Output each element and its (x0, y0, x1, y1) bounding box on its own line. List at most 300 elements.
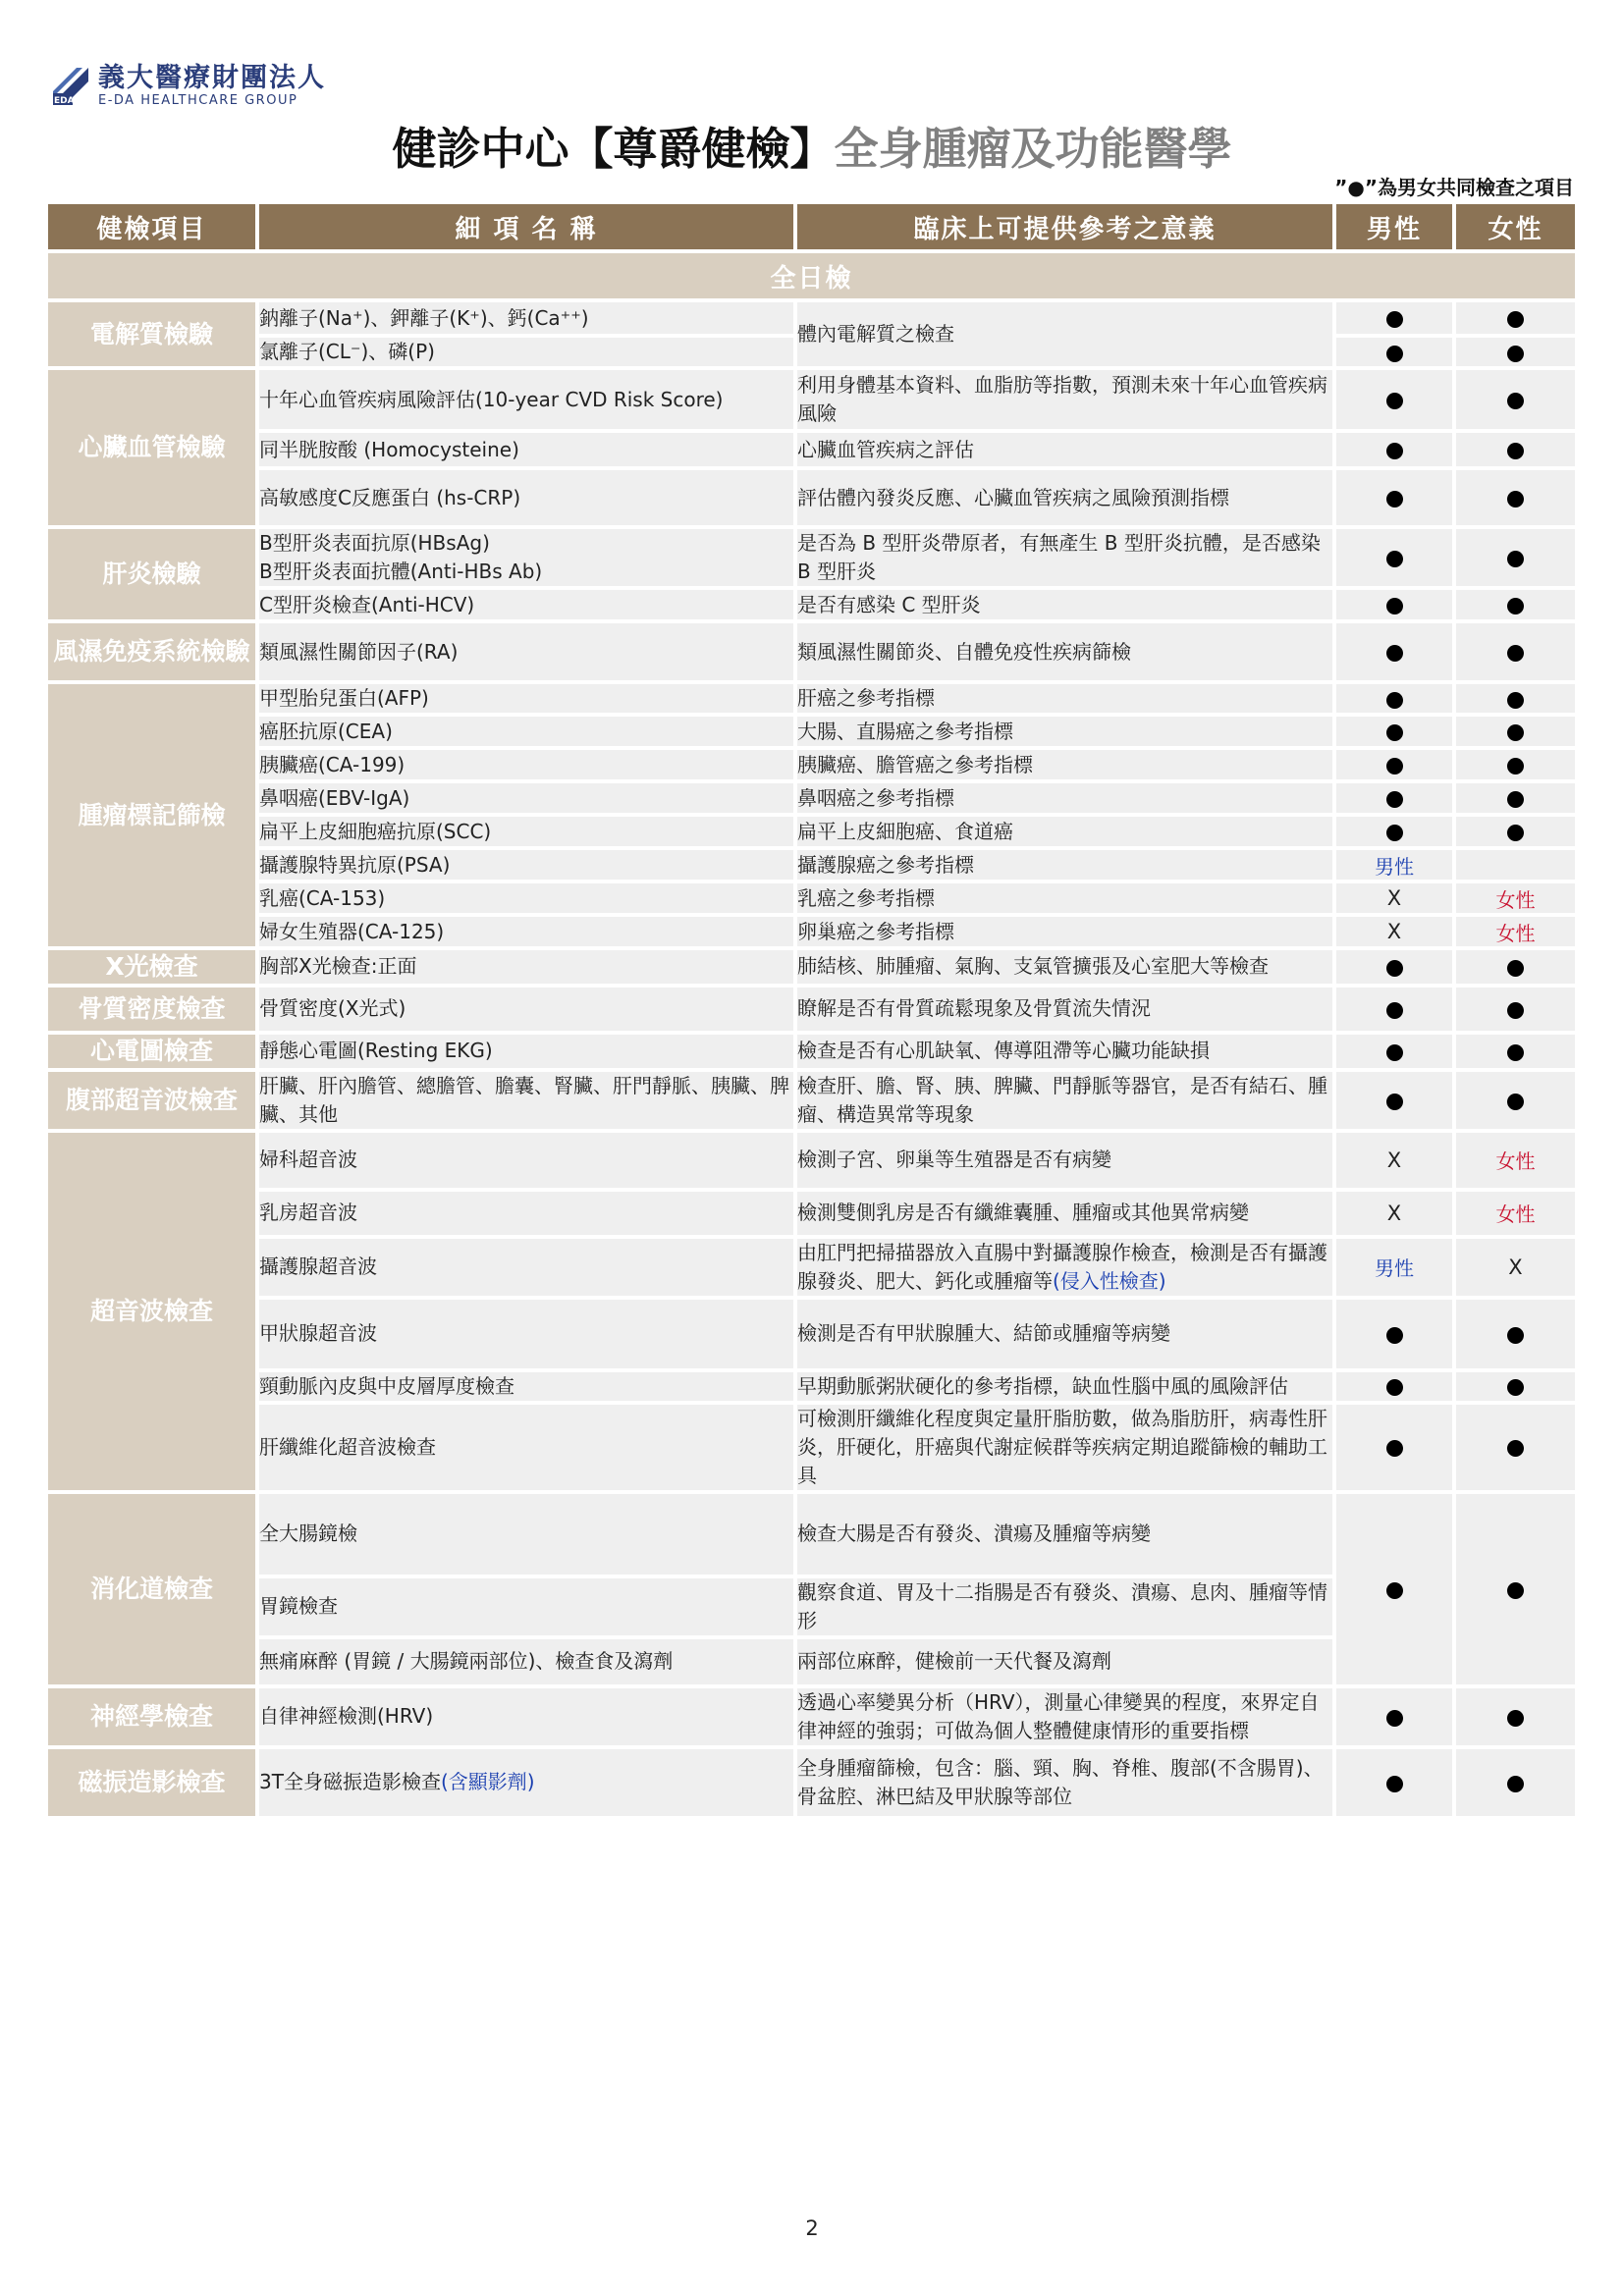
female-mark-cell (1456, 433, 1575, 466)
meaning-text: 扁平上皮細胞癌、食道癌 (797, 819, 1013, 843)
bullet-dot-icon (1507, 1776, 1524, 1792)
meaning-cell (797, 623, 1332, 680)
table-row (48, 529, 1575, 586)
bullet-dot-icon (1507, 551, 1524, 567)
bullet-dot-icon (1507, 1379, 1524, 1396)
meaning-cell (797, 750, 1332, 779)
category-cell: 超音波檢查 (48, 1133, 255, 1490)
category-cell: 風濕免疫系統檢驗 (48, 623, 255, 680)
bullet-dot-icon (1507, 393, 1524, 409)
female-mark-cell (1456, 1688, 1575, 1745)
not-applicable-mark: X (1386, 1148, 1402, 1172)
bullet-dot-icon (1507, 692, 1524, 709)
bullet-dot-icon (1386, 1710, 1403, 1727)
table-row (48, 623, 1575, 680)
meaning-cell (797, 1239, 1332, 1296)
meaning-cell (797, 1494, 1332, 1575)
bullet-dot-icon (1507, 1710, 1524, 1727)
meaning-cell (797, 988, 1332, 1031)
item-note: (含顯影劑) (440, 1770, 535, 1793)
female-mark-cell (1456, 1133, 1575, 1188)
bullet-dot-icon (1507, 598, 1524, 614)
col-header-female: 女性 (1456, 204, 1575, 249)
meaning-cell (797, 1300, 1332, 1368)
item-cell (259, 883, 793, 913)
section-title: 全日檢 (48, 253, 1575, 298)
meaning-cell (797, 850, 1332, 880)
item-name: 癌胚抗原(CEA) (259, 719, 393, 743)
bullet-dot-icon (1386, 692, 1403, 709)
table-row (48, 1494, 1575, 1575)
item-cell (259, 338, 793, 366)
table-row (48, 988, 1575, 1031)
checkup-table (44, 200, 1579, 1820)
item-cell (259, 529, 793, 586)
item-name: 高敏感度C反應蛋白 (hs-CRP) (259, 485, 521, 509)
meaning-text: 卵巢癌之參考指標 (797, 919, 954, 943)
col-header-item: 細 項 名 稱 (259, 204, 793, 249)
bullet-dot-icon (1507, 491, 1524, 507)
bullet-dot-icon (1386, 491, 1403, 507)
item-name: 頸動脈內皮與中皮層厚度檢查 (259, 1373, 514, 1398)
female-only-label: 女性 (1495, 887, 1536, 912)
category-cell: 消化道檢查 (48, 1494, 255, 1684)
item-name: 自律神經檢測(HRV) (259, 1704, 434, 1728)
bullet-dot-icon (1507, 1327, 1524, 1344)
meaning-cell (797, 1688, 1332, 1745)
male-mark-cell (1336, 783, 1452, 813)
bullet-dot-icon (1386, 825, 1403, 841)
eda-logo-icon (49, 64, 92, 107)
item-name: 鼻咽癌(EBV-IgA) (259, 785, 410, 810)
table-row (48, 1192, 1575, 1235)
meaning-text: 觀察食道、胃及十二指腸是否有發炎、潰瘍、息肉、腫瘤等情形 (797, 1579, 1327, 1632)
bullet-dot-icon (1386, 1379, 1403, 1396)
male-only-label: 男性 (1375, 1256, 1414, 1280)
item-cell (259, 850, 793, 880)
meaning-text: 攝護腺癌之參考指標 (797, 852, 974, 877)
category-cell: 腹部超音波檢查 (48, 1072, 255, 1129)
meaning-text: 兩部位麻醉，健檢前一天代餐及瀉劑 (797, 1649, 1111, 1673)
bullet-dot-icon (1386, 960, 1403, 977)
male-mark-cell (1336, 1035, 1452, 1068)
female-mark-cell (1456, 1300, 1575, 1368)
bullet-dot-icon (1386, 1440, 1403, 1457)
item-cell (259, 470, 793, 525)
category-cell: 心臟血管檢驗 (48, 370, 255, 525)
male-mark-cell (1336, 1239, 1452, 1296)
meaning-cell (797, 470, 1332, 525)
female-only-label: 女性 (1495, 921, 1536, 945)
item-cell (259, 988, 793, 1031)
item-cell (259, 1035, 793, 1068)
female-mark-cell (1456, 917, 1575, 946)
bullet-dot-icon (1386, 393, 1403, 409)
category-cell: X光檢查 (48, 950, 255, 984)
item-name: 氯離子(CL⁻)、磷(P) (259, 340, 435, 363)
table-row (48, 883, 1575, 913)
meaning-note: (侵入性檢查) (1053, 1268, 1166, 1293)
female-mark-cell (1456, 1192, 1575, 1235)
item-name: 鈉離子(Na⁺)、鉀離子(K⁺)、鈣(Ca⁺⁺) (259, 305, 589, 330)
bullet-dot-icon (1386, 311, 1403, 328)
male-mark-cell (1336, 338, 1452, 366)
item-name: 肝纖維化超音波檢查 (259, 1434, 436, 1459)
item-name: 3T全身磁振造影檢查 (259, 1770, 441, 1793)
item-cell (259, 750, 793, 779)
table-row (48, 783, 1575, 813)
table-row (48, 717, 1575, 746)
female-mark-cell (1456, 717, 1575, 746)
female-mark-cell (1456, 1239, 1575, 1296)
meaning-text: 肺結核、肺腫瘤、氣胸、支氣管擴張及心室肥大等檢查 (797, 954, 1269, 979)
bullet-dot-icon (1386, 598, 1403, 614)
item-name: 肝臟、肝內膽管、總膽管、膽囊、腎臟、肝門靜脈、胰臟、脾臟、其他 (259, 1073, 789, 1126)
female-mark-cell (1456, 370, 1575, 429)
male-mark-cell (1336, 623, 1452, 680)
meaning-text: 檢查肝、膽、腎、胰、脾臟、門靜脈等器官，是否有結石、腫瘤、構造異常等現象 (797, 1073, 1327, 1126)
item-cell (259, 1133, 793, 1188)
item-cell (259, 1405, 793, 1490)
table-body (48, 302, 1575, 1816)
item-cell (259, 590, 793, 619)
item-cell (259, 1192, 793, 1235)
male-mark-cell (1336, 1300, 1452, 1368)
male-mark-cell (1336, 1133, 1452, 1188)
bullet-dot-icon (1507, 1094, 1524, 1110)
female-mark-cell (1456, 1494, 1575, 1684)
bullet-dot-icon (1507, 346, 1524, 362)
item-cell (259, 684, 793, 713)
col-header-category: 健檢項目 (48, 204, 255, 249)
title-main: 健診中心【尊爵健檢】 (392, 123, 835, 175)
meaning-cell (797, 529, 1332, 586)
bullet-dot-icon (1386, 758, 1403, 774)
female-mark-cell (1456, 1372, 1575, 1401)
meaning-text: 體內電解質之檢查 (797, 322, 954, 346)
meaning-text: 乳癌之參考指標 (797, 885, 935, 910)
item-name: 同半胱胺酸 (Homocysteine) (259, 437, 519, 461)
meaning-cell (797, 433, 1332, 466)
item-name: 胃鏡檢查 (259, 1594, 338, 1618)
meaning-text: 評估體內發炎反應、心臟血管疾病之風險預測指標 (797, 485, 1229, 509)
meaning-text: 大腸、直腸癌之參考指標 (797, 719, 1013, 743)
female-mark-cell (1456, 1072, 1575, 1129)
male-mark-cell (1336, 1372, 1452, 1401)
table-row (48, 590, 1575, 619)
item-name: 胸部X光檢查:正面 (259, 954, 417, 979)
male-mark-cell (1336, 370, 1452, 429)
meaning-cell (797, 817, 1332, 846)
item-cell (259, 1749, 793, 1816)
meaning-cell (797, 1072, 1332, 1129)
table-row (48, 917, 1575, 946)
item-cell (259, 950, 793, 984)
item-cell (259, 370, 793, 429)
item-name: 甲型胎兒蛋白(AFP) (259, 686, 429, 710)
item-name: 乳癌(CA-153) (259, 885, 386, 910)
bullet-dot-icon (1507, 960, 1524, 977)
category-cell: 電解質檢驗 (48, 302, 255, 366)
meaning-text: 類風濕性關節炎、自體免疫性疾病篩檢 (797, 639, 1131, 664)
male-mark-cell (1336, 750, 1452, 779)
male-mark-cell (1336, 717, 1452, 746)
svg-text:EDA: EDA (54, 96, 75, 106)
item-cell (259, 1494, 793, 1575)
item-name: C型肝炎檢查(Anti-HCV) (259, 592, 475, 616)
table-row (48, 1749, 1575, 1816)
not-applicable-mark: X (1386, 920, 1402, 943)
bullet-dot-icon (1507, 1440, 1524, 1457)
section-row (48, 253, 1575, 298)
meaning-cell (797, 1035, 1332, 1068)
table-row (48, 1133, 1575, 1188)
bullet-dot-icon (1507, 645, 1524, 662)
bullet-dot-icon (1386, 724, 1403, 741)
bullet-dot-icon (1386, 1327, 1403, 1344)
table-row (48, 817, 1575, 846)
bullet-dot-icon (1386, 1094, 1403, 1110)
meaning-text: 胰臟癌、膽管癌之參考指標 (797, 752, 1033, 776)
meaning-text: 檢查是否有心肌缺氧、傳導阻滯等心臟功能缺損 (797, 1039, 1210, 1063)
male-mark-cell (1336, 988, 1452, 1031)
bullet-dot-icon (1507, 724, 1524, 741)
meaning-cell (797, 883, 1332, 913)
meaning-text: 全身腫瘤篩檢，包含：腦、頸、胸、脊椎、腹部(不含腸胃)、骨盆腔、淋巴結及甲狀腺等部位 (797, 1755, 1324, 1808)
meaning-text: 檢測雙側乳房是否有纖維囊腫、腫瘤或其他異常病變 (797, 1201, 1249, 1224)
not-applicable-mark: X (1508, 1255, 1523, 1279)
bullet-dot-icon (1507, 1582, 1524, 1599)
category-cell: 心電圖檢查 (48, 1035, 255, 1068)
male-only-label: 男性 (1375, 854, 1414, 879)
legend-note: ”●”為男女共同檢查之項目 (1334, 176, 1574, 199)
meaning-text: 肝癌之參考指標 (797, 686, 935, 710)
male-mark-cell (1336, 1192, 1452, 1235)
male-mark-cell (1336, 883, 1452, 913)
category-cell: 骨質密度檢查 (48, 988, 255, 1031)
item-name: 婦科超音波 (259, 1148, 357, 1171)
male-mark-cell (1336, 529, 1452, 586)
logo-chinese-name: 義大醫療財團法人 (98, 62, 326, 93)
table-row (48, 370, 1575, 429)
item-cell (259, 817, 793, 846)
item-name: 無痛麻醉 (胃鏡 / 大腸鏡兩部位)、檢查食及瀉劑 (259, 1649, 674, 1673)
female-mark-cell (1456, 684, 1575, 713)
col-header-male: 男性 (1336, 204, 1452, 249)
item-name: 十年心血管疾病風險評估(10-year CVD Risk Score) (259, 387, 724, 411)
meaning-cell (797, 302, 1332, 366)
table-row (48, 302, 1575, 334)
meaning-cell (797, 717, 1332, 746)
item-name: 攝護腺特異抗原(PSA) (259, 852, 451, 877)
meaning-cell (797, 370, 1332, 429)
meaning-text: 鼻咽癌之參考指標 (797, 785, 954, 810)
item-cell (259, 917, 793, 946)
item-cell (259, 783, 793, 813)
meaning-text: 可檢測肝纖維化程度與定量肝脂肪數，做為脂肪肝，病毒性肝炎，肝硬化，肝癌與代謝症候群等疾病定期追蹤篩檢的輔助工具 (797, 1406, 1327, 1487)
female-mark-cell (1456, 988, 1575, 1031)
meaning-text: 瞭解是否有骨質疏鬆現象及骨質流失情況 (797, 996, 1151, 1021)
bullet-dot-icon (1386, 1582, 1403, 1599)
table-row (48, 950, 1575, 984)
bullet-dot-icon (1386, 443, 1403, 459)
item-cell (259, 1639, 793, 1684)
female-mark-cell (1456, 590, 1575, 619)
category-cell: 磁振造影檢查 (48, 1749, 255, 1816)
female-mark-cell (1456, 1035, 1575, 1068)
bullet-dot-icon (1507, 825, 1524, 841)
bullet-dot-icon (1386, 346, 1403, 362)
male-mark-cell (1336, 1688, 1452, 1745)
item-cell (259, 1300, 793, 1368)
female-mark-cell (1456, 1749, 1575, 1816)
table-header-row (48, 204, 1575, 249)
table-row (48, 1688, 1575, 1745)
male-mark-cell (1336, 590, 1452, 619)
bullet-dot-icon (1507, 1044, 1524, 1061)
meaning-cell (797, 783, 1332, 813)
table-row (48, 1405, 1575, 1490)
male-mark-cell (1336, 302, 1452, 334)
meaning-cell (797, 1133, 1332, 1188)
meaning-text: 是否為 B 型肝炎帶原者，有無產生 B 型肝炎抗體，是否感染 B 型肝炎 (797, 531, 1321, 583)
meaning-text: 檢測子宮、卵巢等生殖器是否有病變 (797, 1148, 1111, 1171)
female-mark-cell (1456, 817, 1575, 846)
bullet-dot-icon (1386, 791, 1403, 808)
item-cell (259, 623, 793, 680)
male-mark-cell (1336, 1494, 1452, 1684)
male-mark-cell (1336, 1405, 1452, 1490)
bullet-dot-icon (1507, 758, 1524, 774)
male-mark-cell (1336, 850, 1452, 880)
item-name: 扁平上皮細胞癌抗原(SCC) (259, 819, 492, 843)
female-mark-cell (1456, 470, 1575, 525)
male-mark-cell (1336, 917, 1452, 946)
meaning-cell (797, 1749, 1332, 1816)
meaning-cell (797, 1578, 1332, 1635)
table-row (48, 1239, 1575, 1296)
meaning-cell (797, 950, 1332, 984)
item-cell (259, 717, 793, 746)
not-applicable-mark: X (1386, 886, 1402, 910)
bullet-dot-icon (1386, 1776, 1403, 1792)
female-only-label: 女性 (1495, 1202, 1536, 1226)
meaning-cell (797, 590, 1332, 619)
female-mark-cell (1456, 623, 1575, 680)
table-row (48, 850, 1575, 880)
male-mark-cell (1336, 470, 1452, 525)
item-cell (259, 1372, 793, 1401)
meaning-text: 檢查大腸是否有發炎、潰瘍及腫瘤等病變 (797, 1522, 1151, 1545)
female-mark-cell (1456, 529, 1575, 586)
category-cell: 腫瘤標記篩檢 (48, 684, 255, 946)
female-mark-cell (1456, 1405, 1575, 1490)
item-cell (259, 1072, 793, 1129)
bullet-dot-icon (1507, 311, 1524, 328)
table-row (48, 750, 1575, 779)
bullet-dot-icon (1386, 1044, 1403, 1061)
meaning-cell (797, 1192, 1332, 1235)
meaning-cell (797, 917, 1332, 946)
female-mark-cell (1456, 850, 1575, 880)
item-cell (259, 1239, 793, 1296)
male-mark-cell (1336, 1749, 1452, 1816)
col-header-meaning: 臨床上可提供參考之意義 (797, 204, 1332, 249)
meaning-text: 早期動脈粥狀硬化的參考指標，缺血性腦中風的風險評估 (797, 1373, 1288, 1398)
table-row (48, 470, 1575, 525)
table-row (48, 1372, 1575, 1401)
meaning-cell (797, 1405, 1332, 1490)
item-name: 靜態心電圖(Resting EKG) (259, 1039, 493, 1063)
logo-english-name: E-DA HEALTHCARE GROUP (98, 92, 298, 108)
category-cell: 神經學檢查 (48, 1688, 255, 1745)
male-mark-cell (1336, 817, 1452, 846)
page-title (0, 113, 1624, 177)
item-name: B型肝炎表面抗原(HBsAg) B型肝炎表面抗體(Anti-HBs Ab) (259, 531, 543, 583)
meaning-text: 心臟血管疾病之評估 (797, 437, 974, 461)
female-mark-cell (1456, 750, 1575, 779)
table-row (48, 1035, 1575, 1068)
category-cell: 肝炎檢驗 (48, 529, 255, 619)
item-name: 胰臟癌(CA-199) (259, 752, 406, 776)
female-mark-cell (1456, 950, 1575, 984)
meaning-cell (797, 1639, 1332, 1684)
item-name: 甲狀腺超音波 (259, 1321, 377, 1345)
female-mark-cell (1456, 883, 1575, 913)
meaning-cell (797, 684, 1332, 713)
female-only-label: 女性 (1495, 1149, 1536, 1173)
female-mark-cell (1456, 783, 1575, 813)
meaning-text: 是否有感染 C 型肝炎 (797, 592, 981, 616)
meaning-text: 透過心率變異分析（HRV），測量心律變異的程度，來界定自律神經的強弱；可做為個人整體健康情形的重要指標 (797, 1689, 1320, 1742)
table-row (48, 684, 1575, 713)
item-name: 攝護腺超音波 (259, 1255, 377, 1278)
meaning-text: 由肛門把掃描器放入直腸中對攝護腺作檢查，檢測是否有攝護腺發炎、肥大、鈣化或腫瘤等 (797, 1240, 1327, 1293)
bullet-dot-icon (1507, 1002, 1524, 1019)
item-cell (259, 302, 793, 334)
title-sub: 全身腫瘤及功能醫學 (834, 123, 1232, 175)
item-name: 骨質密度(X光式) (259, 996, 406, 1021)
item-cell (259, 1578, 793, 1635)
meaning-text: 檢測是否有甲狀腺腫大、結節或腫瘤等病變 (797, 1321, 1170, 1345)
item-name: 婦女生殖器(CA-125) (259, 919, 445, 943)
item-cell (259, 1688, 793, 1745)
table-row (48, 1300, 1575, 1368)
item-name: 全大腸鏡檢 (259, 1522, 357, 1545)
item-cell (259, 433, 793, 466)
female-mark-cell (1456, 302, 1575, 334)
male-mark-cell (1336, 433, 1452, 466)
meaning-text: 利用身體基本資料、血脂肪等指數，預測未來十年心血管疾病風險 (797, 373, 1327, 425)
item-name: 乳房超音波 (259, 1201, 357, 1224)
meaning-cell (797, 1372, 1332, 1401)
male-mark-cell (1336, 950, 1452, 984)
bullet-dot-icon (1386, 551, 1403, 567)
page-number: 2 (805, 2216, 819, 2240)
table-row (48, 433, 1575, 466)
logo (49, 63, 326, 108)
item-name: 類風濕性關節因子(RA) (259, 639, 459, 664)
table-row (48, 1072, 1575, 1129)
bullet-dot-icon (1386, 645, 1403, 662)
male-mark-cell (1336, 1072, 1452, 1129)
not-applicable-mark: X (1386, 1201, 1402, 1225)
bullet-dot-icon (1386, 1002, 1403, 1019)
bullet-dot-icon (1507, 443, 1524, 459)
bullet-dot-icon (1507, 791, 1524, 808)
male-mark-cell (1336, 684, 1452, 713)
female-mark-cell (1456, 338, 1575, 366)
